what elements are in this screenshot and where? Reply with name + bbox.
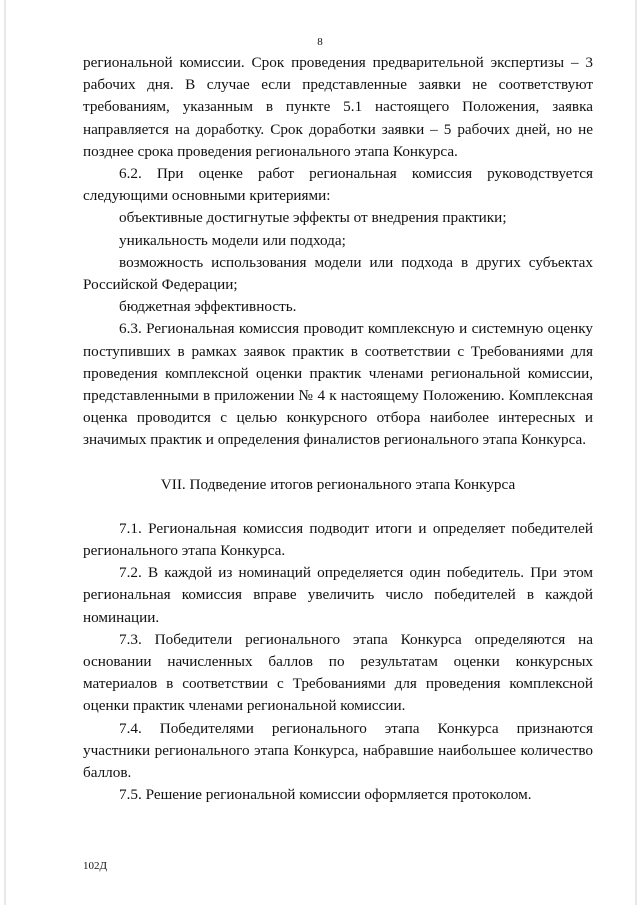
footer-code: 102Д (83, 860, 108, 872)
paragraph-7-1: 7.1. Региональная комиссия подводит итоги и определяет победителей регионального этапа Конкурса. (83, 519, 593, 560)
scan-edge-right (635, 0, 637, 905)
paragraph-5-1-continuation: региональной комиссии. Срок проведения предварительной экспертизы – 3 рабочих дня. В случае если представленные заявки не соответствуют требованиям, указанным в пункте 5.1 настоящего Положения, заявка направляется на доработку. Срок доработки заявки – 5 рабочих дней, но не позднее срока проведения регионального этапа Конкурса. (83, 54, 593, 160)
paragraph-7-4: 7.4. Победителями регионального этапа Конкурса признаются участники регионального этапа Конкурса, набравшие наибольшее количество баллов. (83, 719, 593, 782)
scan-edge-left (4, 0, 6, 905)
section-heading: VII. Подведение итогов регионального этапа Конкурса (160, 475, 516, 493)
page-number: 8 (317, 36, 323, 48)
paragraph-6-2: 6.2. При оценке работ региональная комиссия руководствуется следующими основными критериями: (83, 165, 593, 205)
criterion-item: уникальность модели или подхода; (119, 231, 346, 249)
paragraph-6-3: 6.3. Региональная комиссия проводит комплексную и системную оценку поступивших в рамках заявок практик в соответствии с Требованиями для проведения комплексной оценки практик членами региональной комиссии, представленными в приложении № 4 к настоящему Положению. Комплексная оценка проводится с целью конкурсного отбора наиболее интересных и значимых практик и определения финалистов регионального этапа Конкурса. (83, 320, 593, 449)
paragraph-7-5: 7.5. Решение региональной комиссии оформляется протоколом. (119, 786, 532, 804)
criterion-item: объективные достигнутые эффекты от внедрения практики; (119, 209, 507, 227)
criterion-item: возможность использования модели или подхода в других субъектах Российской Федерации; (83, 253, 593, 294)
paragraph-7-2: 7.2. В каждой из номинаций определяется один победитель. При этом региональная комиссия вправе увеличить число победителей в каждой номинации. (83, 564, 593, 626)
criterion-item: бюджетная эффективность. (119, 298, 297, 316)
document-body (83, 52, 593, 807)
paragraph-7-3: 7.3. Победители регионального этапа Конкурса определяются на основании начисленных баллов по результатам оценки конкурсных материалов в соответствии с Требованиями для проведения комплексной оценки практик членами региональной комиссии. (83, 630, 593, 715)
